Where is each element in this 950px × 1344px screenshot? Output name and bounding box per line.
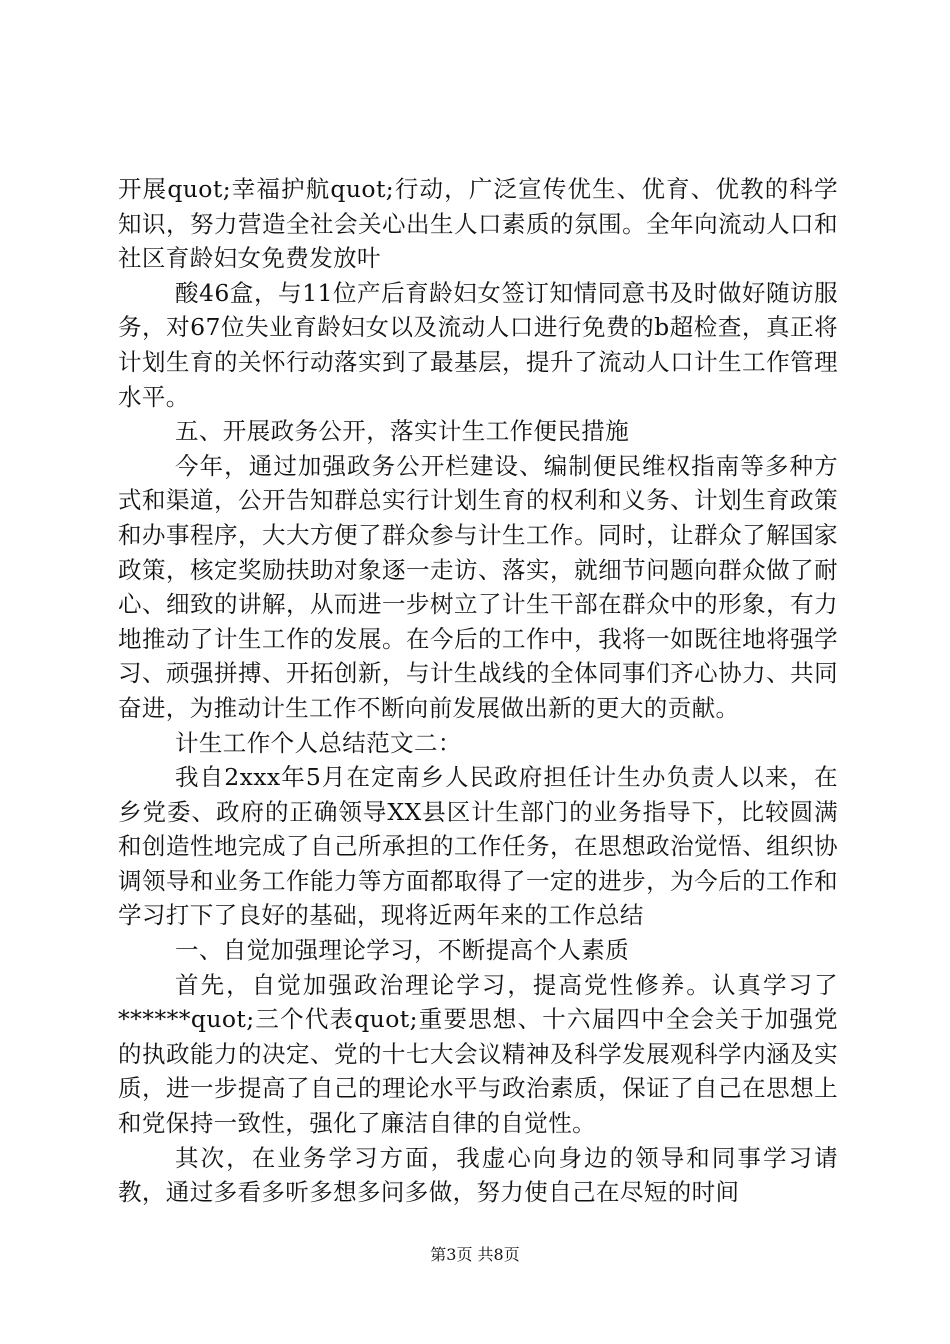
paragraph-1: 开展quot;幸福护航quot;行动，广泛宣传优生、优育、优教的科学知识，努力营造全社会关心出生人口素质的氛围。全年向流动人口和社区育龄妇女免费发放叶	[118, 175, 838, 273]
paragraph-6: 其次，在业务学习方面，我虚心向身边的领导和同事学习请教，通过多看多听多想多问多做，努力使自己在尽短的时间	[118, 1143, 838, 1207]
section-heading-1: 一、自觉加强理论学习，不断提高个人素质	[175, 936, 630, 965]
essay-two-title: 计生工作个人总结范文二：	[175, 728, 462, 757]
paragraph-4: 我自2xxx年5月在定南乡人民政府担任计生办负责人以来，在乡党委、政府的正确领导XX县区计生部门的业务指导下，比较圆满和创造性地完成了自己所承担的工作任务，在思想政治觉悟、组织协调领导和业务工作能力等方面都取得了一定的进步，为今后的工作和学习打下了良好的基础，现将近两年来的工作总结	[118, 763, 838, 930]
page-number-footer: 第3页 共8页	[430, 1245, 520, 1264]
paragraph-2: 酸46盒，与11位产后育龄妇女签订知情同意书及时做好随访服务，对67位失业育龄妇女以及流动人口进行免费的b超检查，真正将计划生育的关怀行动落实到了最基层，提升了流动人口计生工作管理水平。	[118, 278, 838, 411]
section-heading-5: 五、开展政务公开，落实计生工作便民措施	[175, 417, 630, 446]
paragraph-3: 今年，通过加强政务公开栏建设、编制便民维权指南等多种方式和渠道，公开告知群总实行计划生育的权利和义务、计划生育政策和办事程序，大大方便了群众参与计生工作。同时，让群众了解国家政策，核定奖励扶助对象逐一走访、落实，就细节问题向群众做了耐心、细致的讲解，从而进一步树立了计生干部在群众中的形象，有力地推动了计生工作的发展。在今后的工作中，我将一如既往地将强学习、顽强拼搏、开拓创新，与计生战线的全体同事们齐心协力、共同奋进，为推动计生工作不断向前发展做出新的更大的贡献。	[118, 451, 838, 722]
document-body	[118, 172, 838, 1210]
paragraph-5: 首先，自觉加强政治理论学习，提高党性修养。认真学习了******quot;三个代表quot;重要思想、十六届四中全会关于加强党的执政能力的决定、党的十七大会议精神及科学发展观科学内涵及实质，进一步提高了自己的理论水平与政治素质，保证了自己在思想上和党保持一致性，强化了廉洁自律的自觉性。	[118, 970, 838, 1138]
